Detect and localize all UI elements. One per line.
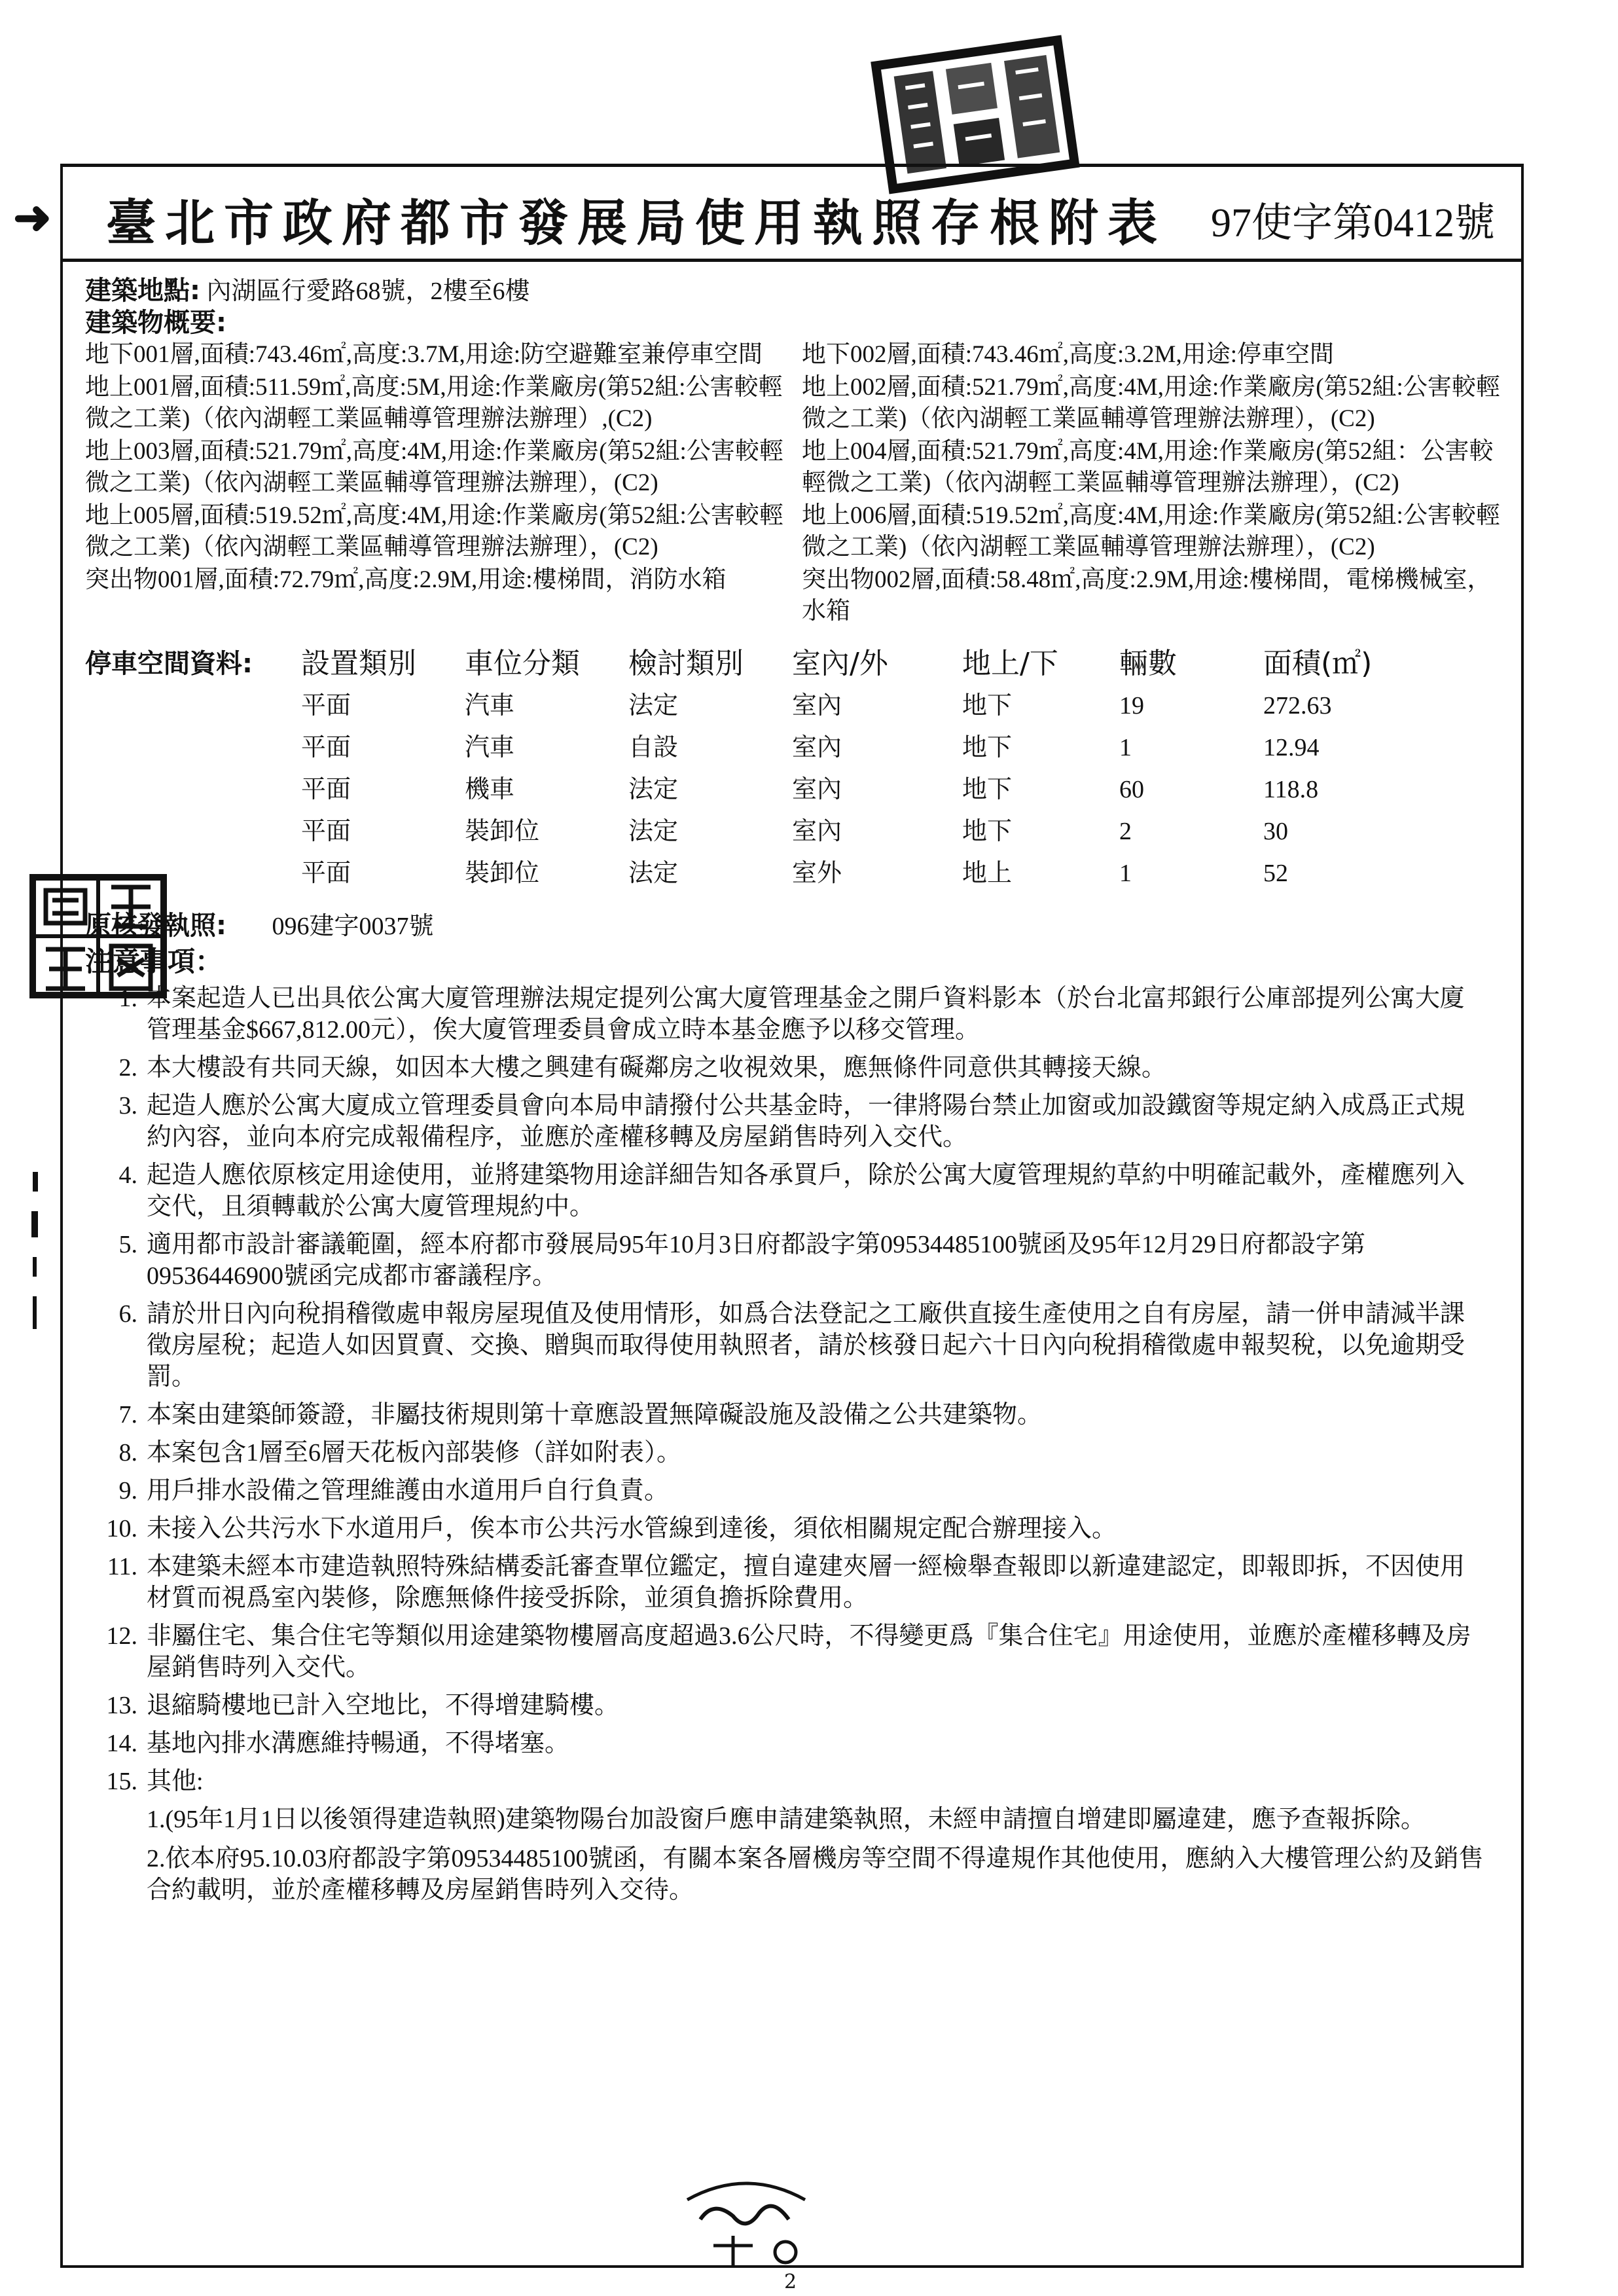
column-header: 檢討類別 <box>628 647 744 680</box>
note-number: 14. <box>106 1730 137 1757</box>
table-cell: 法定 <box>628 860 679 887</box>
note-number: 10. <box>106 1515 137 1542</box>
parking-header-row <box>85 643 1505 685</box>
table-cell: 室外 <box>792 860 842 887</box>
list-item <box>85 1298 1505 1393</box>
note-number: 12. <box>106 1622 137 1650</box>
table-cell: 平面 <box>301 860 351 887</box>
location-value: 內湖區行愛路68號，2樓至6樓 <box>206 278 530 305</box>
overview-item: 地上003層,面積:521.79㎡,高度:4M,用途:作業廠房(第52組:公害較輕微之工業)（依內湖輕工業區輔導管理辦法辦理），(C2) <box>85 438 783 496</box>
bottom-seal-icon <box>674 2174 818 2285</box>
note-number: 6. <box>118 1300 137 1328</box>
table-cell: 60 <box>1119 776 1144 803</box>
side-perforation-marks <box>26 1172 46 1342</box>
overview-item: 地上001層,面積:511.59㎡,高度:5M,用途:作業廠房(第52組:公害較輕微之工業)（依內湖輕工業區輔導管理辦法辦理）,(C2) <box>85 374 783 432</box>
table-cell: 118.8 <box>1263 776 1319 803</box>
overview-item: 地下001層,面積:743.46㎡,高度:3.7M,用途:防空避難室兼停車空間 <box>85 341 763 368</box>
note-number: 1. <box>118 985 137 1012</box>
note-number: 4. <box>118 1161 137 1189</box>
table-cell: 平面 <box>301 776 351 803</box>
note-number: 9. <box>118 1477 137 1504</box>
table-cell: 法定 <box>628 776 679 803</box>
table-cell: 52 <box>1263 860 1288 887</box>
list-item <box>85 1090 1505 1153</box>
table-cell: 裝卸位 <box>465 818 540 845</box>
column-header: 面積(㎡) <box>1263 647 1373 680</box>
table-cell: 地下 <box>962 692 1013 720</box>
overview-item: 地上006層,面積:519.52㎡,高度:4M,用途:作業廠房(第52組:公害較輕微之工業)（依內湖輕工業區輔導管理辦法辦理），(C2) <box>802 502 1500 560</box>
note-number: 11. <box>107 1553 137 1580</box>
list-item <box>85 1229 1505 1292</box>
table-cell: 平面 <box>301 692 351 720</box>
note-text: 未接入公共污水下水道用戶，俟本市公共污水管線到達後，須依相關規定配合辦理接入。 <box>147 1515 1117 1542</box>
arrow-mark-icon: ➜ <box>13 190 52 244</box>
note-text: 本大樓設有共同天線，如因本大樓之興建有礙鄰房之收視效果，應無條件同意供其轉接天線。 <box>147 1054 1167 1082</box>
note-text: 起造人應於公寓大廈成立管理委員會向本局申請撥付公共基金時，一律將陽台禁止加窗或加設鐵窗等規定納入成爲正式規約內容，並向本府完成報備程序，並應於產權移轉及房屋銷售時列入交代。 <box>147 1092 1465 1151</box>
table-cell: 19 <box>1119 692 1144 720</box>
other-sub-item: 2.依本府95.10.03府都設字第09534485100號函，有關本案各層機房等空間不得違規作其他使用，應納入大樓管理公約及銷售合約載明，並於產權移轉及房屋銷售時列入交待。 <box>147 1845 1484 1904</box>
column-header: 車位分類 <box>465 647 580 680</box>
overview-item: 地上005層,面積:519.52㎡,高度:4M,用途:作業廠房(第52組:公害較輕微之工業)（依內湖輕工業區輔導管理辦法辦理），(C2) <box>85 502 783 560</box>
list-item <box>85 1159 1505 1222</box>
parking-table <box>85 643 1505 894</box>
table-cell: 機車 <box>465 776 515 803</box>
table-cell: 30 <box>1263 818 1288 845</box>
overview-grid <box>85 339 1505 629</box>
list-item <box>85 983 1505 1046</box>
table-cell: 法定 <box>628 818 679 845</box>
note-text: 本案由建築師簽證，非屬技術規則第十章應設置無障礙設施及設備之公共建築物。 <box>147 1401 1043 1429</box>
license-number: 97使字第0412號 <box>1210 201 1495 246</box>
table-row <box>85 727 1505 769</box>
table-cell: 汽車 <box>465 734 515 761</box>
table-cell: 室內 <box>792 776 842 803</box>
table-row <box>85 852 1505 894</box>
notes-title: 注意事項： <box>85 945 223 977</box>
note-number: 5. <box>118 1231 137 1258</box>
table-cell: 室內 <box>792 818 842 845</box>
column-header: 地上/下 <box>962 647 1058 680</box>
overview-item: 地上002層,面積:521.79㎡,高度:4M,用途:作業廠房(第52組:公害較輕微之工業)（依內湖輕工業區輔導管理辦法辦理），(C2) <box>802 374 1500 432</box>
table-cell: 法定 <box>628 692 679 720</box>
overview-item: 地下002層,面積:743.46㎡,高度:3.2M,用途:停車空間 <box>802 341 1334 368</box>
note-number: 13. <box>106 1692 137 1719</box>
note-number: 2. <box>118 1054 137 1082</box>
table-row <box>85 769 1505 811</box>
table-cell: 地下 <box>962 734 1013 761</box>
table-cell: 汽車 <box>465 692 515 720</box>
list-item <box>85 1766 1505 1797</box>
note-number: 7. <box>118 1401 137 1429</box>
location-label: 建築地點: <box>85 276 200 306</box>
list-item <box>85 1052 1505 1084</box>
overview-item: 地上004層,面積:521.79㎡,高度:4M,用途:作業廠房(第52組：公害較輕微之工業)（依內湖輕工業區輔導管理辦法辦理），(C2) <box>802 438 1494 496</box>
note-text: 本建築未經本市建造執照特殊結構委託審查單位鑑定，擅自違建夾層一經檢舉查報即以新違建認定，即報即拆，不因使用材質而視爲室內裝修，除應無條件接受拆除，並須負擔拆除費用。 <box>147 1553 1465 1612</box>
table-cell: 地下 <box>962 776 1013 803</box>
overview-item: 突出物001層,面積:72.79㎡,高度:2.9M,用途:樓梯間，消防水箱 <box>85 566 727 593</box>
table-cell: 室內 <box>792 692 842 720</box>
note-text: 基地內排水溝應維持暢通，不得堵塞。 <box>147 1730 570 1757</box>
column-header: 輛數 <box>1119 647 1177 680</box>
other-sub-item: 1.(95年1月1日以後領得建造執照)建築物陽台加設窗戶應申請建築執照，未經申請擅自增建即屬違建，應予查報拆除。 <box>147 1806 1426 1833</box>
note-text: 適用都市設計審議範圍，經本府都市發展局95年10月3日府都設字第09534485100號函及95年12月29日府都設字第09536446900號函完成都市審議程序。 <box>147 1231 1366 1290</box>
note-number: 15. <box>106 1768 137 1795</box>
note-text: 請於卅日內向稅捐稽徵處申報房屋現值及使用情形，如爲合法登記之工廠供直接生產使用之自有房屋，請一併申請減半課徵房屋稅；起造人如因買賣、交換、贈與而取得使用執照者，請於核發日起六十日內向稅捐稽徵處申報契稅，以免逾期受罰。 <box>147 1300 1465 1391</box>
table-cell: 裝卸位 <box>465 860 540 887</box>
notes-list <box>85 983 1505 1797</box>
list-item <box>85 1620 1505 1683</box>
table-cell: 室內 <box>792 734 842 761</box>
note-text: 起造人應依原核定用途使用，並將建築物用途詳細告知各承買戶，除於公寓大廈管理規約草約中明確記載外，產權應列入交代，且須轉載於公寓大廈管理規約中。 <box>147 1161 1465 1220</box>
note-text: 非屬住宅、集合住宅等類似用途建築物樓層高度超過3.6公尺時，不得變更爲『集合住宅』用途使用，並應於產權移轉及房屋銷售時列入交代。 <box>147 1622 1471 1681</box>
note-text: 退縮騎樓地已計入空地比，不得增建騎樓。 <box>147 1692 620 1719</box>
note-number: 8. <box>118 1439 137 1467</box>
location-row <box>85 275 1505 307</box>
parking-label: 停車空間資料: <box>85 649 253 679</box>
table-cell: 272.63 <box>1263 692 1332 720</box>
table-cell: 自設 <box>628 734 679 761</box>
table-cell: 12.94 <box>1263 734 1320 761</box>
table-cell: 2 <box>1119 818 1132 845</box>
note-text: 其他: <box>147 1768 204 1795</box>
header <box>60 164 1521 262</box>
column-header: 室內/外 <box>792 647 888 680</box>
list-item <box>85 1437 1505 1468</box>
page-title: 臺北市政府都市發展局使用執照存根附表 <box>106 194 1166 252</box>
note-number: 3. <box>118 1092 137 1120</box>
list-item <box>85 1475 1505 1506</box>
original-license-label: 原核發執照: <box>85 911 226 941</box>
table-cell: 1 <box>1119 734 1132 761</box>
note-text: 本案起造人已出具依公寓大廈管理辦法規定提列公寓大廈管理基金之開戶資料影本（於台北富邦銀行公庫部提列公寓大廈管理基金$667,812.00元），俟大廈管理委員會成立時本基金應予以移交管理。 <box>147 985 1465 1044</box>
table-row <box>85 685 1505 727</box>
document-body <box>85 275 1505 1914</box>
note-text: 本案包含1層至6層天花板內部裝修（詳如附表）。 <box>147 1439 682 1467</box>
note-text: 用戶排水設備之管理維護由水道用戶自行負責。 <box>147 1477 670 1504</box>
table-cell: 平面 <box>301 734 351 761</box>
overview-label: 建築物概要: <box>85 308 226 338</box>
list-item <box>85 1690 1505 1721</box>
page-number: 2 <box>784 2270 797 2293</box>
list-item <box>85 1728 1505 1759</box>
table-row <box>85 811 1505 852</box>
column-header: 設置類別 <box>301 647 416 680</box>
list-item <box>85 1551 1505 1614</box>
original-license-value: 096建字0037號 <box>272 913 434 940</box>
table-cell: 平面 <box>301 818 351 845</box>
table-cell: 地上 <box>962 860 1013 887</box>
original-license-row <box>85 910 1505 942</box>
table-cell: 1 <box>1119 860 1132 887</box>
list-item <box>85 1513 1505 1544</box>
list-item <box>85 1399 1505 1430</box>
table-cell: 地下 <box>962 818 1013 845</box>
overview-item: 突出物002層,面積:58.48㎡,高度:2.9M,用途:樓梯間，電梯機械室，水箱 <box>802 566 1492 625</box>
